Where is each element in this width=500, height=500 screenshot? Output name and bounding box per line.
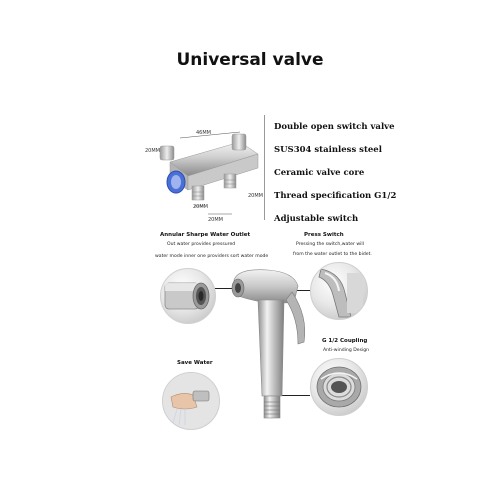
outlet-detail-image [160, 268, 216, 324]
dim-bottom-inner: 20MM [208, 217, 223, 223]
coupling-title: G 1/2 Coupling [322, 338, 368, 344]
outlet-line2: water mode inner one providers sort water mode [155, 254, 269, 259]
switch-title: Press Switch [304, 232, 344, 238]
feature-item: Thread specification G1/2 [274, 191, 397, 201]
feature-item: Ceramic valve core [274, 168, 365, 178]
dim-top: 46MM [196, 130, 211, 136]
dim-right: 20MM [248, 193, 263, 199]
save-water-detail-image [162, 372, 220, 430]
sprayer-image [228, 256, 320, 436]
coupling-line1: Anti-winding Design [323, 348, 370, 353]
dim-left: 20MM [145, 148, 160, 154]
switch-line2: from the water outlet to the bidet. [293, 252, 372, 257]
dim-bottom: 20MM [193, 204, 208, 210]
divider-line [264, 115, 265, 220]
valve-illustration [140, 120, 270, 225]
outlet-title: Annular Sharpe Water Outlet [160, 232, 251, 238]
feature-item: Double open switch valve [274, 122, 395, 132]
feature-item: Adjustable switch [274, 214, 359, 224]
switch-line1: Pressing the switch,water will [296, 242, 364, 247]
save-title: Save Water [177, 360, 213, 366]
page-title: Universal valve [176, 50, 324, 70]
feature-list [274, 122, 434, 237]
feature-item: SUS304 stainless steel [274, 145, 382, 155]
outlet-line1: Out water provides pressured [167, 242, 236, 247]
